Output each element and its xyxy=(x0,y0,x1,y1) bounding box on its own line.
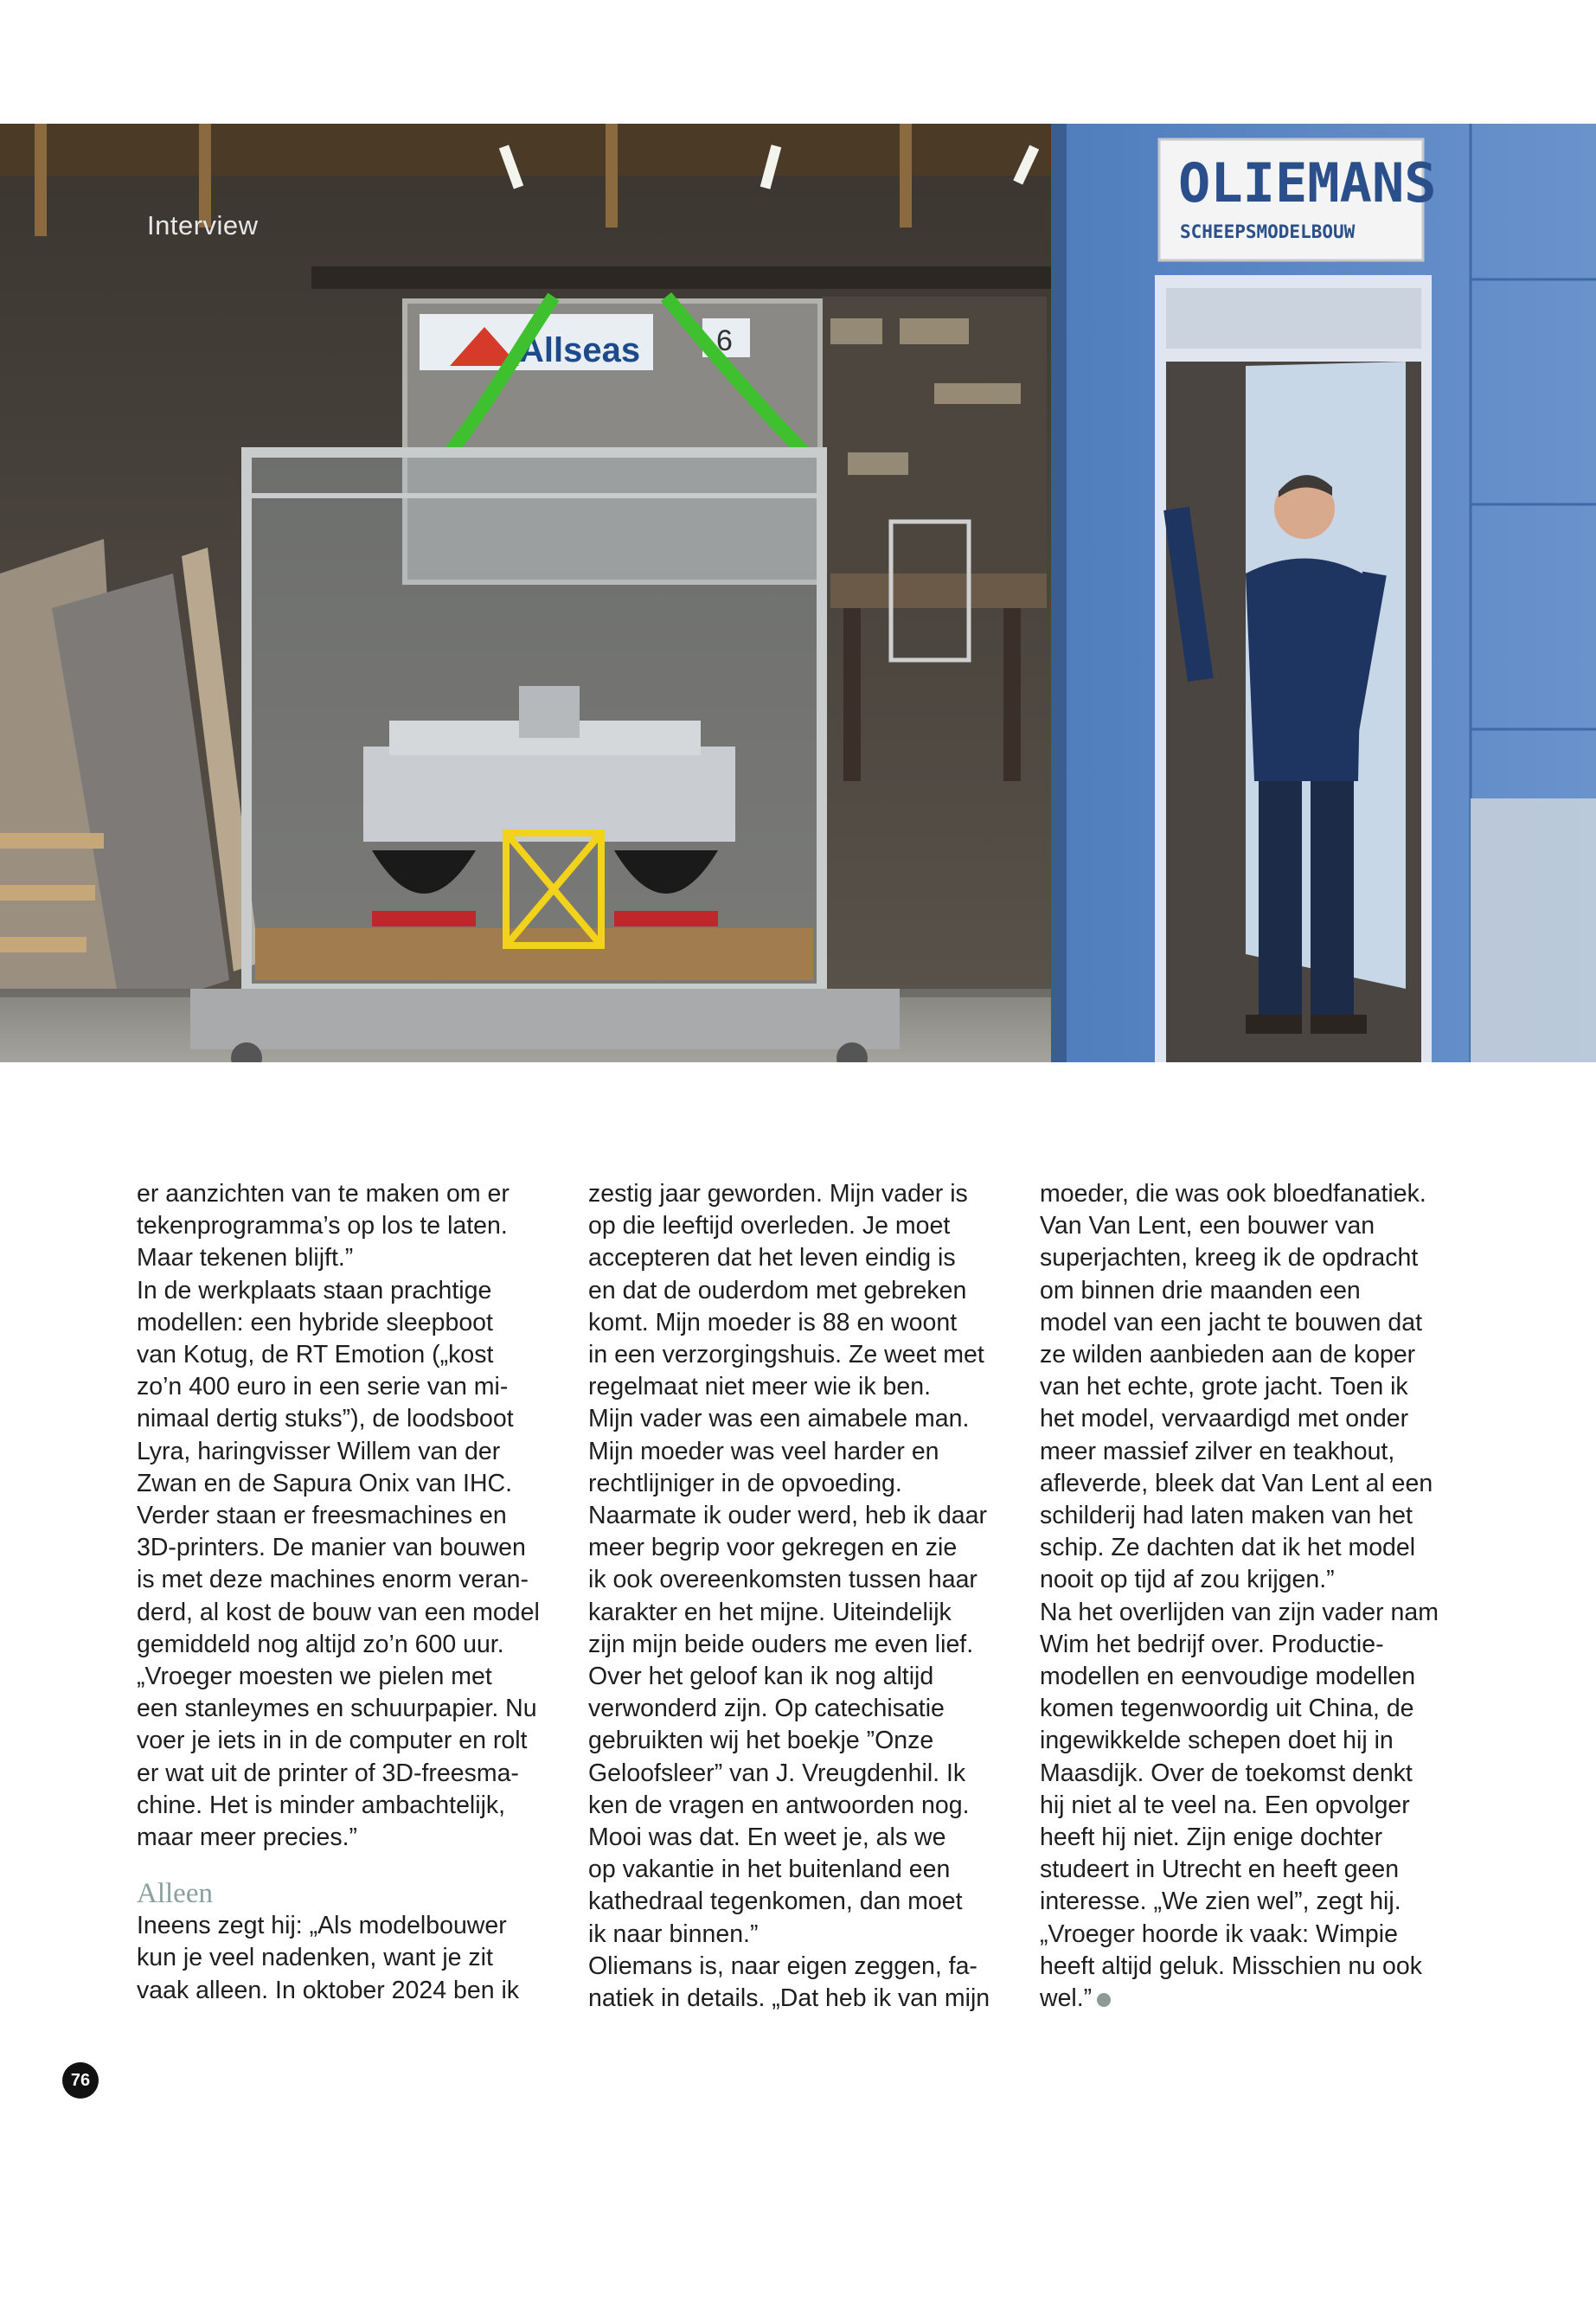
paragraph: In de werkplaats staan prachtige modellen: een hybride sleepboot van Kotug, de RT Emotion („kost zo’n 400 euro in een serie van mi- nimaal dertig stuks”), de loodsboot Lyra, haringvisser Willem van der Zwan en de Sapura Onix van IHC. Verder staan er freesmachines en 3D-printers. De manier van bouwen is met deze machines enorm veran- derd, al kost de bouw van een model gemiddeld nog altijd zo’n 600 uur. „Vroeger moesten we pielen met een stanleymes en schuurpapier. Nu voer je iets in in de computer en rolt er wat uit de printer of 3D-freesma- chine. Het is minder ambachtelijk, maar meer precies.” xyxy=(137,1276,540,1852)
shop-sign-subtitle: SCHEEPSMODELBOUW xyxy=(1180,221,1356,242)
page-number: 76 xyxy=(62,2062,99,2099)
paragraph-final xyxy=(1040,1597,1472,2016)
section-tag: Interview xyxy=(147,210,259,240)
end-mark-icon xyxy=(1097,1993,1111,2007)
paragraph: moeder, die was ook bloedfanatiek. Van Van Lent, een bouwer van superjachten, kreeg ik de opdracht om binnen drie maanden een model van een jacht te bouwen dat ze wilden aanbieden aan de koper van het echte, grote jacht. Toen ik het model, vervaardigd met onder meer massief zilver en teakhout, afleverde, bleek dat Van Lent al een schilderij had laten maken van het schip. Ze dachten dat ik het model nooit op tijd af zou krijgen.” xyxy=(1040,1180,1433,1594)
text-column-2 xyxy=(588,1178,1021,2015)
shop-sign-title: OLIEMANS xyxy=(1178,151,1437,215)
paragraph: Oliemans is, naar eigen zeggen, fa- natiek in details. „Dat heb ik van mijn xyxy=(588,1952,990,2013)
hero-photo xyxy=(0,124,1596,1062)
paragraph: zestig jaar geworden. Mijn vader is op die leeftijd overleden. Je moet accepteren dat het leven eindig is en dat de ouderdom met gebreken komt. Mijn moeder is 88 en woont in een verzorgingshuis. Ze weet met regelmaat niet meer wie ik ben. Mijn vader was een aimabele man. Mijn moeder was veel harder en rechtlijniger in de opvoeding. Naarmate ik ouder werd, heb ik daar meer begrip voor gekregen en zie ik ook overeenkomsten tussen haar karakter en het mijne. Uiteindelijk zijn mijn beide ouders me even lief. Over het geloof kan ik nog altijd verwonderd zijn. Op catechisatie gebruikten wij het boekje ”Onze Geloofsleer” van J. Vreugdenhil. Ik ken de vragen en antwoorden nog. Mooi was dat. En weet je, als we op vakantie in het buitenland een kathedraal tegenkomen, dan moet ik naar binnen.” xyxy=(588,1180,987,1948)
crate-number-text: 6 xyxy=(716,324,733,357)
workshop-photo-illustration xyxy=(0,124,1596,1062)
crate-logo-text: Allseas xyxy=(519,331,641,369)
subheading: Alleen xyxy=(137,1878,213,1910)
text-column-1 xyxy=(137,1178,569,2007)
text-column-3 xyxy=(1040,1178,1472,2015)
paragraph-text: Na het overlijden van zijn vader nam Wim het bedrijf over. Productie- modellen en eenvoudige modellen komen tegenwoordig uit China, de ingewikkelde schepen doet hij in Maasdijk. Over de toekomst denkt hij niet al te veel na. Een opvolger heeft hij niet. Zijn enige dochter studeert in Utrecht en heeft geen interesse. „We zien wel”, zegt hij. „Vroeger hoorde ik vaak: Wimpie heeft altijd geluk. Misschien nu ook wel.” xyxy=(1040,1598,1439,2013)
paragraph: er aanzichten van te maken om er tekenprogramma’s op los te laten. Maar tekenen blijft.” xyxy=(137,1180,510,1272)
paragraph: Ineens zegt hij: „Als modelbouwer kun je veel nadenken, want je zit vaak alleen. In oktober 2024 ben ik xyxy=(137,1912,520,2004)
